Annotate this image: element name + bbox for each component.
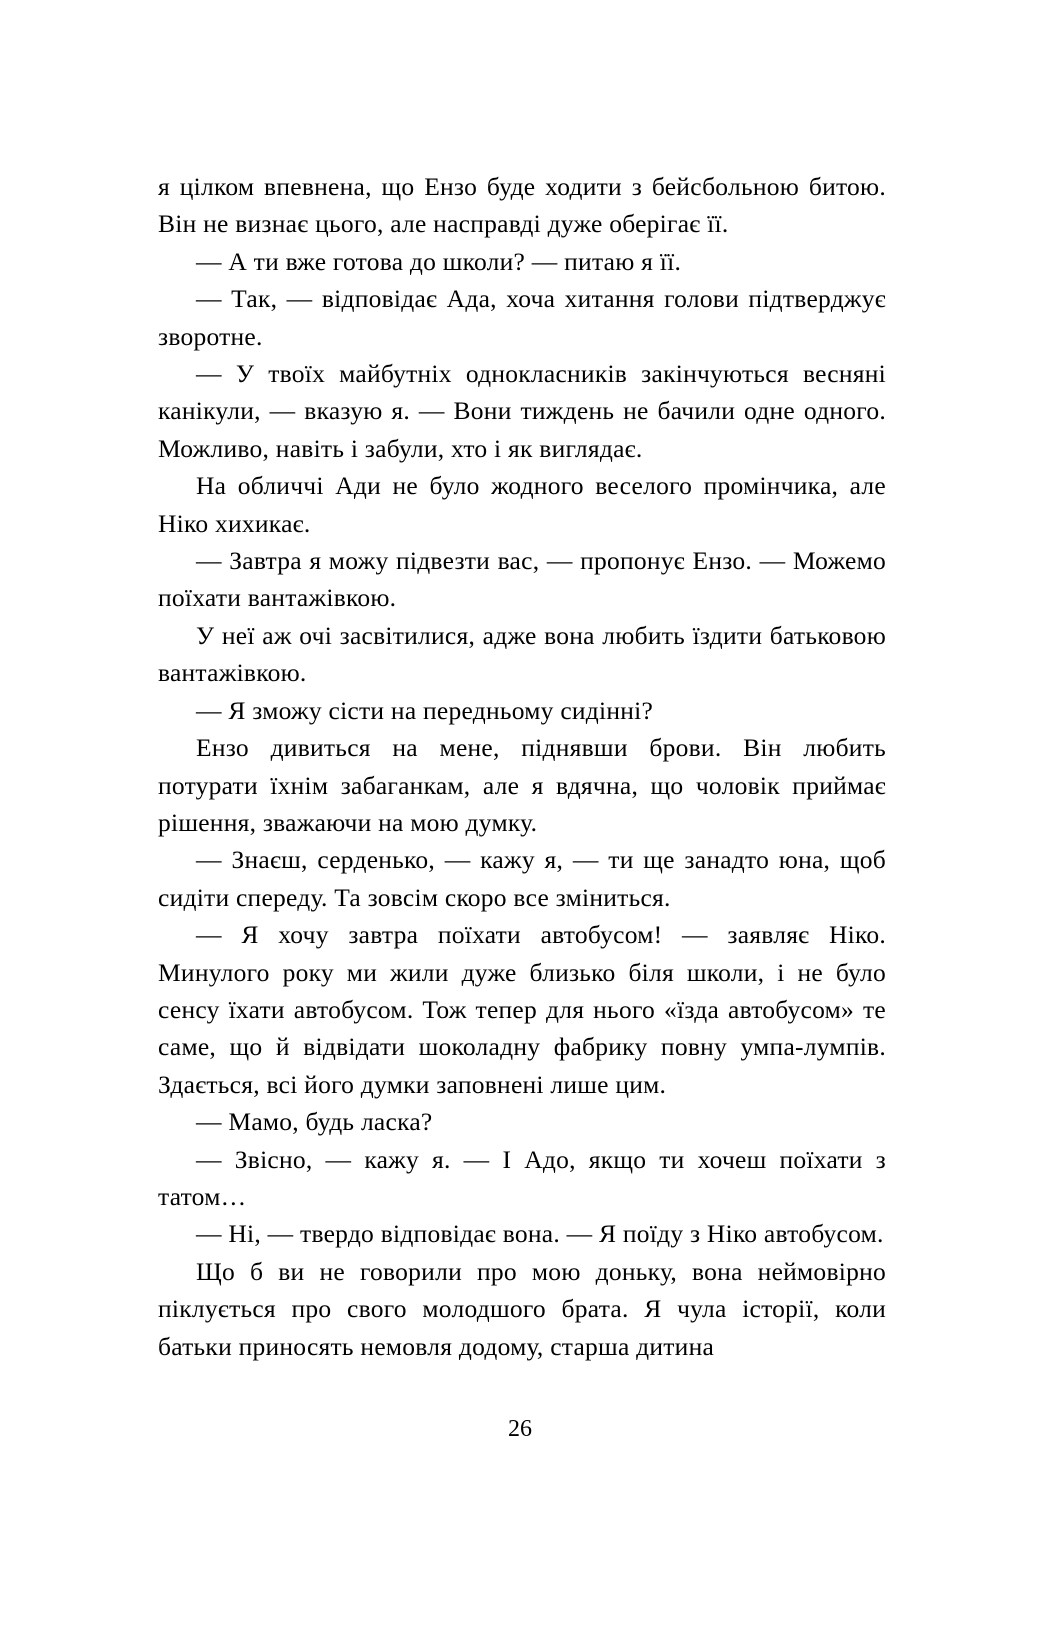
page-number: 26 — [508, 1416, 532, 1442]
paragraph: — Я зможу сісти на передньому сидінні? — [196, 695, 654, 725]
paragraph: — Ні, — твердо відповідає вона. — Я поїду з Ніко автобусом. — [196, 1219, 884, 1249]
paragraph: — У твоїх майбутніх однокласників закінчуються весняні канікули, — вказую я. — Вони тиждень не бачили одне одного. Можливо, навіть і забули, хто і як виглядає. — [158, 359, 886, 463]
paragraph: Що б ви не говорили про мою доньку, вона неймовірно піклується про свого молодшого брата. Я чула історії, коли батьки приносять немовля додому, старша дитина — [158, 1256, 886, 1361]
paragraph: — Так, — відповідає Ада, хоча хитання голови підтверджує зворотне. — [158, 284, 886, 351]
paragraph: — Мамо, будь ласка? — [196, 1107, 433, 1137]
paragraph: У неї аж очі засвітилися, адже вона любить їздити батьковою вантажівкою. — [158, 620, 886, 688]
paragraph: Ензо дивиться на мене, піднявши брови. Він любить потурати їхнім забаганкам, але я вдячна, що чоловік приймає рішення, зважаючи на мою думку. — [158, 733, 886, 837]
paragraph: — Знаєш, серденько, — кажу я, — ти ще занадто юна, щоб сидіти спереду. Та зовсім скоро все зміниться. — [158, 845, 886, 912]
body-text — [158, 168, 886, 1365]
paragraph: — Я хочу завтра поїхати автобусом! — заявляє Ніко. Минулого року ми жили дуже близько біля школи, і не було сенсу їхати автобусом. Тож тепер для нього «їзда автобусом» те саме, що й відвідати шоколадну фабрику повну умпа-лумпів. Здається, всі його думки заповнені лише цим. — [158, 920, 886, 1099]
paragraph: — А ти вже готова до школи? — питаю я її. — [196, 246, 682, 276]
paragraph: На обличчі Ади не було жодного веселого промінчика, але Ніко хихикає. — [158, 471, 886, 538]
paragraph: — Звісно, — кажу я. — І Адо, якщо ти хочеш поїхати з татом… — [158, 1144, 886, 1211]
paragraph: я цілком впевнена, що Ензо буде ходити з бейсбольною битою. Він не визнає цього, але насправді дуже оберігає її. — [158, 172, 886, 239]
paragraph: — Завтра я можу підвезти вас, — пропонує Ензо. — Можемо поїхати вантажівкою. — [158, 546, 886, 613]
